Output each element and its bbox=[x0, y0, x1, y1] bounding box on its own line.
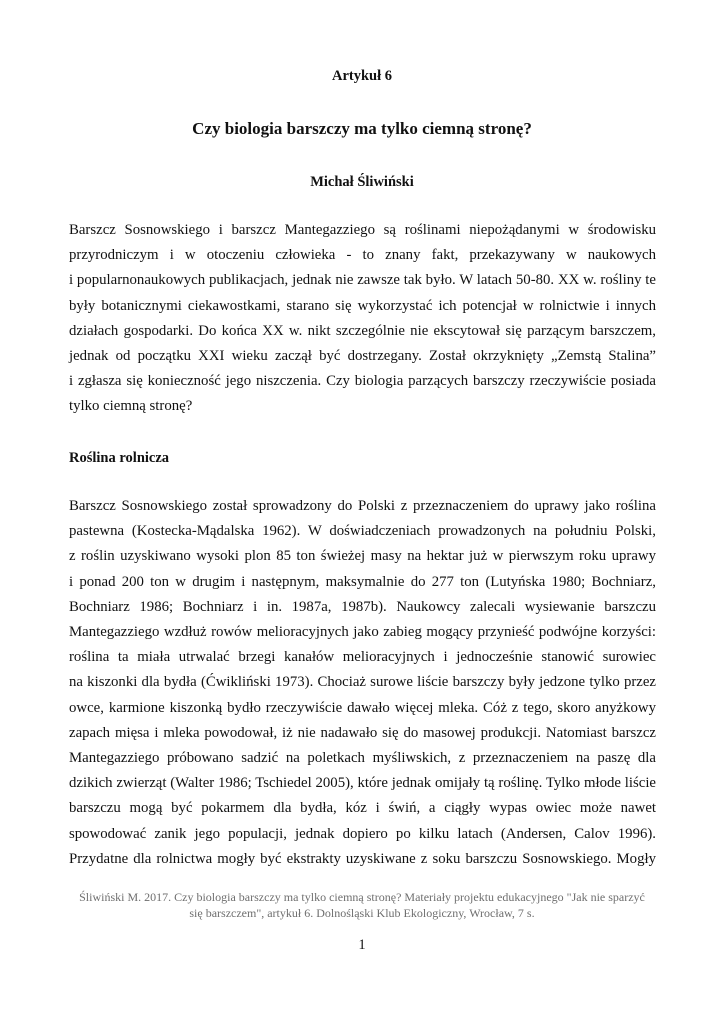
body-paragraph bbox=[69, 494, 656, 872]
body-line: Przydatne dla rolnictwa mogły być ekstrakty uzyskiwane z soku barszczu Sosnowskiego. Mogły bbox=[69, 850, 656, 867]
section-heading: Roślina rolnicza bbox=[69, 450, 170, 466]
body-line: spowodować zanik jego populacji, jednak dopiero po kilku latach (Andersen, Calov 1996). bbox=[69, 825, 656, 842]
intro-line: tylko ciemną stronę? bbox=[69, 398, 193, 415]
body-line: owce, karmione kiszonką bydło rzeczywiście dawało więcej mleka. Cóż z tego, skoro anyżkowy bbox=[69, 699, 656, 716]
intro-line: i zgłasza się konieczność jego niszczenia. Czy biologia parzących barszczy rzeczywiście posiada bbox=[69, 373, 656, 390]
body-line: Barszcz Sosnowskiego został sprowadzony do Polski z przeznaczeniem do uprawy jako roślina bbox=[69, 498, 656, 514]
body-line: pastewna (Kostecka-Mądalska 1962). W doświadczeniach prowadzonych na południu Polski, bbox=[69, 523, 656, 540]
footnote-line: się barszczem", artykuł 6. Dolnośląski Klub Ekologiczny, Wrocław, 7 s. bbox=[189, 905, 535, 920]
intro-line: Barszcz Sosnowskiego i barszcz Mantegazziego są roślinami niepożądanymi w środowisku bbox=[69, 222, 656, 238]
body-line: na kiszonki dla bydła (Ćwikliński 1973). Chociaż surowe liście barszczy były jedzone tylko przez bbox=[69, 674, 656, 691]
citation-footnote bbox=[60, 890, 664, 921]
author-name: Michał Śliwiński bbox=[310, 174, 414, 190]
body-line: Mantegazziego wzdłuż rowów melioracyjnych jako zabieg mogący przynieść podwójne korzyści: bbox=[69, 624, 656, 641]
body-line: dzikich zwierząt (Walter 1986; Tschiedel 2005), które jednak omijały tą roślinę. Tylko młode liście bbox=[69, 775, 656, 792]
body-line: i ponad 200 ton w drugim i następnym, maksymalnie do 277 ton (Lutyńska 1980; Bochniarz, bbox=[69, 573, 656, 590]
body-line: Bochniarz 1986; Bochniarz i in. 1987a, 1987b). Naukowcy zalecali wysiewanie barszczu bbox=[69, 598, 656, 615]
intro-line: i popularnonaukowych publikacjach, jednak nie zawsze tak było. W latach 50-80. XX w. rośliny te bbox=[69, 272, 656, 289]
article-title: Czy biologia barszczy ma tylko ciemną stronę? bbox=[192, 119, 532, 138]
intro-line: jednak od początku XXI wieku zaczął być dostrzegany. Został okrzyknięty „Zemstą Stalina” bbox=[69, 348, 656, 365]
body-line: Mantegazziego próbowano sadzić na poletkach myśliwskich, z przeznaczeniem na paszę dla bbox=[69, 750, 656, 767]
body-line: barszczu mogą być pokarmem dla bydła, kóz i świń, a ciągły wypas owiec może nawet bbox=[69, 800, 656, 817]
body-line: roślina ta miała utrwalać brzegi kanałów melioracyjnych i jednocześnie stanowić surowiec bbox=[69, 649, 656, 666]
article-label: Artykuł 6 bbox=[331, 68, 393, 84]
page-number: 1 bbox=[358, 937, 366, 953]
body-line: z roślin uzyskiwano wysoki plon 85 ton świeżej masy na hektar już w pierwszym roku uprawy bbox=[69, 548, 656, 565]
footnote-line: Śliwiński M. 2017. Czy biologia barszczy ma tylko ciemną stronę? Materiały projektu edukacyjnego "Jak nie sparzyć bbox=[79, 890, 645, 904]
intro-paragraph bbox=[69, 218, 656, 420]
intro-line: przyrodniczym i w otoczeniu człowieka - to znany fakt, przekazywany w naukowych bbox=[69, 247, 656, 264]
intro-line: działach gospodarki. Do końca XX w. nikt szczególnie nie ekscytował się parzącym barszczem, bbox=[69, 322, 656, 339]
intro-line: były botanicznymi ciekawostkami, starano się wykorzystać ich potencjał w rolnictwie i innych bbox=[69, 297, 656, 314]
body-line: zapach mięsa i mleka powodował, iż nie nadawało się do masowej produkcji. Natomiast barszcz bbox=[69, 724, 656, 741]
